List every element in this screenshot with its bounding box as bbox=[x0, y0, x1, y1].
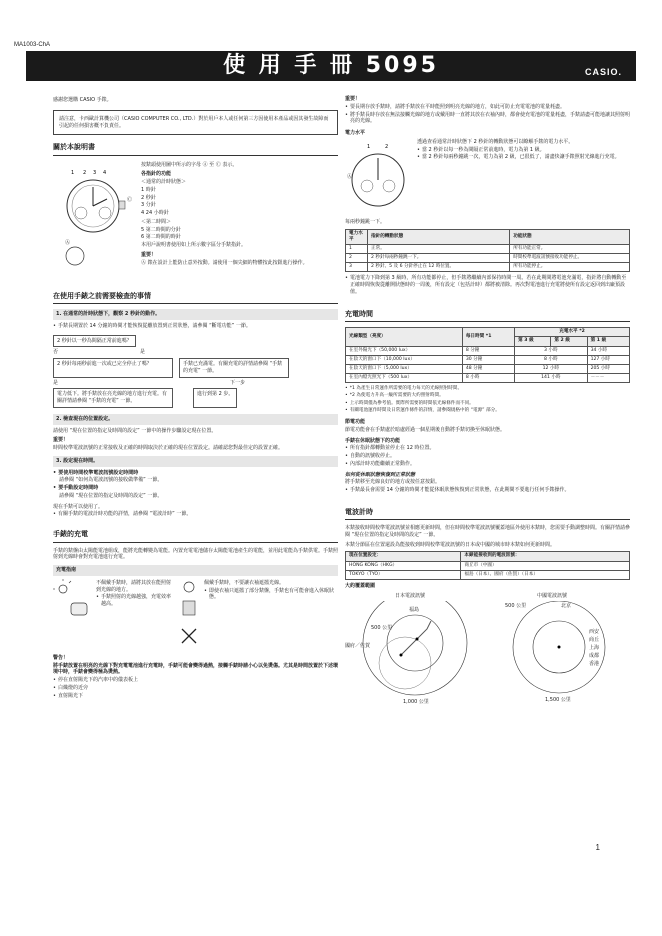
list-item: • 電池電力下降到第 3 級時，所有功能都停止，但手錶將繼續內部保持時間一周。若在此期間將電池充滿電，指針將自動轉動至正確時間恢復從離開狀態時的一周後，所有設定（包括計時）都將被清除。再次對電池進行充電將使所有設定返回到出廠預設值。 bbox=[345, 275, 630, 295]
map-label: 國府／佐賀 bbox=[345, 642, 371, 649]
recover-title: 如何從休眠狀態恢復到正常狀態 bbox=[345, 471, 416, 478]
charge-guide-title: 充電指南 bbox=[53, 565, 338, 576]
table-cell: 在室外陽光下（50,000 lux） bbox=[346, 346, 463, 355]
list-item: • 內部計時功能繼續正常動作。 bbox=[345, 461, 630, 468]
about-line: 3 分針 bbox=[141, 202, 156, 209]
list-item: • 要長期存放手錶時，請將手錶放在平時能照到明亮光線的地方，如此可防止充電電池的電量耗盡。 bbox=[345, 104, 630, 111]
charge-table-header: 充電水平 *2 bbox=[515, 328, 630, 337]
table-row bbox=[346, 364, 630, 373]
flow-answer-4: 進行到第 2 步。 bbox=[193, 388, 237, 408]
about-line: 2 秒針 bbox=[141, 194, 156, 201]
list-item: • *1 為產生日常運作所需要的電力每天的光線照射時間。 bbox=[345, 386, 630, 392]
svg-text:1: 1 bbox=[367, 143, 371, 150]
table-cell: 福島（日本）、國府（佐賀）（日本） bbox=[461, 570, 630, 579]
map-label: 北京 bbox=[561, 602, 572, 609]
svg-text:1: 1 bbox=[71, 169, 75, 176]
warning-text: 將手錶放置在明亮的光線下對充電電池進行充電時，手錶可能會變得過熱，接觸手錶時請小心以免燙傷。尤其是時間放置於下述環境中時，手錶會變得極為燙熱。 bbox=[53, 662, 339, 676]
brand-logo: CASIO. bbox=[584, 67, 622, 77]
list-subtext: 請參閱 “如何為電波訊號的接收做準備” 一節。 bbox=[59, 477, 163, 484]
charge-table-header: 光線類型（亮度） bbox=[346, 328, 463, 346]
svg-text:4: 4 bbox=[103, 169, 107, 176]
map-china bbox=[487, 592, 617, 709]
map-label: 500 公里 bbox=[371, 624, 393, 631]
about-line: 1 時針 bbox=[141, 186, 156, 193]
table-cell: HONG KONG（HKG） bbox=[346, 561, 461, 570]
map-label: 福島 bbox=[409, 606, 420, 613]
table-cell: 8 分鐘 bbox=[462, 346, 514, 355]
about-line: 5 第二時間的分針 bbox=[141, 226, 181, 233]
table-cell: 8 小時 bbox=[462, 374, 514, 383]
about-line: 各指針的功能 bbox=[141, 171, 172, 178]
charge-guide bbox=[53, 579, 338, 649]
table-row bbox=[346, 355, 630, 364]
table-cell: 8 小時 bbox=[515, 355, 588, 364]
table-row bbox=[346, 244, 630, 253]
table-cell: 3 bbox=[346, 263, 368, 272]
map-japan bbox=[345, 592, 475, 709]
page-number: 1 bbox=[595, 843, 600, 853]
table-cell: 在陰天的窗口下（5,000 lux） bbox=[346, 364, 463, 373]
map-label: 成都 bbox=[589, 652, 600, 659]
map-japan-figure bbox=[345, 601, 475, 709]
table-row bbox=[346, 561, 630, 570]
flow-next: 下一步 bbox=[230, 379, 246, 386]
table-row bbox=[346, 570, 630, 579]
list-item: • 手錶最長會需要 14 分鐘的時間才能從休眠狀態恢復到正常狀態，在此期間不要進行任何手錶操作。 bbox=[345, 487, 630, 494]
title-banner bbox=[26, 51, 636, 81]
charge-guide-a bbox=[96, 579, 174, 649]
charge-table-header: 第 3 級 bbox=[515, 337, 551, 346]
map-china-title: 中國電波訊號 bbox=[536, 592, 567, 599]
about-line: 重要！ bbox=[141, 251, 157, 258]
power-table bbox=[345, 229, 630, 273]
notice-box bbox=[53, 110, 338, 136]
page-title: 使 用 手 冊 5095 bbox=[223, 53, 439, 78]
map-label: 1,500 公里 bbox=[545, 696, 571, 703]
sunlight-watch-icon bbox=[53, 579, 91, 621]
flow-no: 否 bbox=[53, 349, 59, 356]
warning-title: 警告！ bbox=[53, 654, 69, 661]
about-block bbox=[53, 161, 338, 276]
map-label: 商丘 bbox=[589, 636, 600, 643]
table-cell: 141 小時 bbox=[515, 374, 588, 383]
check-2-text: 請使用 “現在位置的指定及時間的設定” 一節中的操作步驟設定現在位置。 bbox=[53, 427, 217, 434]
list-item: • 上示時間僅為參考值。實際所需要的時間依光線條件而不同。 bbox=[345, 401, 630, 407]
power-saving-title: 節電功能 bbox=[345, 419, 366, 425]
flow-yes-2: 是 bbox=[53, 379, 59, 386]
about-line: 4 24 小時針 bbox=[141, 210, 169, 217]
table-cell: 所有功能停止。 bbox=[510, 263, 630, 272]
check-step-3: 3. 設定現在時間。 bbox=[53, 456, 338, 467]
power-caption: 每兩秒鐘跳一下。 bbox=[345, 218, 386, 225]
table-cell: 30 分鐘 bbox=[462, 355, 514, 364]
flow-answer-3: 電力低下。將手錶放在亮光線的地方進行充電。有關詳情請參閱 “手錶的充電” 一節。 bbox=[53, 388, 173, 408]
map-label: 上海 bbox=[589, 644, 600, 651]
about-line: 按錶頭使用圖中所示的字母 Ⓐ 至 Ⓒ 表示。 bbox=[141, 161, 238, 168]
charge-text: 手錶的錶盤由太陽能電池組成，能將光能轉變為電能。內置充電電池儲存太陽能電池產生的電能，並用此電能為手錶供電。手錶照射到光線時會對充電池進行充電。 bbox=[53, 547, 339, 561]
list-item: • 有關手錶的電波計時功能的詳情，請參閱 “電波計時” 一節。 bbox=[53, 511, 338, 518]
charge-b-text: 佩戴手錶時，不要讓衣袖遮擋光線。 bbox=[204, 579, 285, 586]
important-title: 重要！ bbox=[345, 96, 361, 102]
table-cell: 2 秒針、5 及 6 分針停止在 12 時位置。 bbox=[368, 263, 510, 272]
sleeve-ok-ng-icon bbox=[179, 579, 199, 649]
charge-guide-b bbox=[204, 579, 338, 649]
svg-text:2: 2 bbox=[385, 143, 389, 150]
table-cell: 2 秒針每兩秒鐘跳一下。 bbox=[368, 254, 510, 263]
table-cell: TOKYO（TYO） bbox=[346, 570, 461, 579]
list-item: • 自動的訊號收停止。 bbox=[345, 453, 630, 460]
flow-question-2: 2 秒針每兩秒前進一次或已完全停止了嗎？ bbox=[53, 358, 173, 378]
section-charge: 手錶的充電 bbox=[53, 530, 338, 542]
list-item: • 要手動設定時間時 bbox=[53, 485, 338, 492]
about-line: 本用戶說明書使用如上所示數字區分手錶指針。 bbox=[141, 242, 247, 249]
radio-text-1: 本錶接收時間校準電波訊號並相應更新時間，但在時間校準電波訊號覆蓋地區外使用本錶時，您需要手動調整時間。有關詳情請參閱 “現在位置的指定及時間的設定” 一節。 bbox=[345, 525, 631, 538]
radio-table-header: 現在位置設定： bbox=[346, 552, 461, 561]
charge-table-header: 第 1 級 bbox=[587, 337, 629, 346]
table-cell: 34 小時 bbox=[587, 346, 629, 355]
map-japan-title: 日本電波訊號 bbox=[394, 592, 425, 599]
about-line: ＜通常的計時狀態＞ bbox=[141, 179, 187, 186]
table-cell: 127 小時 bbox=[587, 355, 629, 364]
power-text bbox=[417, 138, 630, 218]
map-label: 香港 bbox=[589, 660, 600, 667]
radio-table bbox=[345, 551, 630, 580]
power-table-header: 電力水平 bbox=[346, 229, 368, 244]
svg-text:2: 2 bbox=[83, 169, 87, 176]
list-item: • 要使用時間校準電波訊號設定時間時 bbox=[53, 470, 338, 477]
table-cell: 所有功能正常。 bbox=[510, 244, 630, 253]
svg-text:Ⓐ: Ⓐ bbox=[65, 239, 71, 246]
about-line: ＜第二時間＞ bbox=[141, 218, 172, 225]
map-label: 西安 bbox=[589, 628, 600, 635]
radio-table-header: 本錶能接收到的電波訊號： bbox=[461, 552, 630, 561]
section-check: 在使用手錶之前需要檢查的事情 bbox=[53, 292, 338, 304]
table-cell: 1 bbox=[346, 244, 368, 253]
sleep-title: 手錶在休眠狀態下的功能 bbox=[345, 437, 401, 444]
map-label: 1,000 公里 bbox=[403, 698, 429, 705]
table-cell: 2 bbox=[346, 254, 368, 263]
table-row bbox=[346, 263, 630, 272]
table-cell: 正常。 bbox=[368, 244, 510, 253]
list-item: • 手錶長期置於 14 分鐘的時間才能恢復從離放置到正常狀態，請參閱 “斷電功能” 一節。 bbox=[53, 323, 338, 330]
about-line: Ⓐ 錶在設計上能防止意外按動。請使用一個尖細的物體按此按鈕進行操作。 bbox=[141, 259, 308, 266]
check-2-note: 時間校準電波訊號的正常接收及正確的時間取決於正確的現在位置設定。請確認您對最佳定的設置正確。 bbox=[53, 445, 284, 452]
power-text-1: 透過查看通常計時狀態下 2 秒針的轉動狀態可以瞭解手錶的電力水平。 bbox=[417, 138, 574, 145]
power-table-header: 功能狀態 bbox=[510, 229, 630, 244]
table-row bbox=[346, 374, 630, 383]
svg-text:Ⓒ: Ⓒ bbox=[127, 196, 133, 203]
right-column bbox=[345, 96, 630, 709]
recover-text: 將手錶移至光線良好的地方或按任意按鈕。 bbox=[345, 479, 441, 486]
list-item: • 白熾燈的近旁 bbox=[53, 685, 338, 692]
table-cell: 商丘市（中國） bbox=[461, 561, 630, 570]
list-item: • 所有指針都轉動並停止在 12 時位置。 bbox=[345, 445, 630, 452]
power-table-header: 指針的轉動狀態 bbox=[368, 229, 510, 244]
list-subtext: 請參閱 “現在位置的指定及時間的設定” 一節。 bbox=[59, 492, 163, 499]
check-step-1: 1. 在通常的計時狀態下，觀察 2 秒針的動作。 bbox=[53, 309, 338, 320]
list-item: • 當 2 秒針以每一秒為間隔正常前進時，電力為第 1 級。 bbox=[417, 147, 630, 154]
svg-text:3: 3 bbox=[93, 169, 97, 176]
charge-table-header: 第 2 級 bbox=[551, 337, 587, 346]
watch-hand-diagram bbox=[345, 138, 411, 218]
section-radio: 電波計時 bbox=[345, 508, 630, 520]
power-title: 電力水平 bbox=[345, 130, 366, 136]
table-cell: 在陰天的窗口下（10,000 lux） bbox=[346, 355, 463, 364]
list-item: • 將手錶長時存放在無法接觸光線的地方或戴用時一直將其放在衣袖內時，都會使充電池的電量耗盡，手錶請盡可能地讓其照射明亮的光線。 bbox=[345, 112, 630, 126]
svg-text:Ⓐ: Ⓐ bbox=[347, 173, 353, 180]
table-cell: 48 分鐘 bbox=[462, 364, 514, 373]
table-cell: 在室內燈光照光下（500 lux） bbox=[346, 374, 463, 383]
list-item: • 有關電池運作時間及日常運作條件的詳情，請參閱規格中的 “電源” 部分。 bbox=[345, 408, 630, 414]
list-item: • *2 為使電力升高一級所需要的大約照射時間。 bbox=[345, 393, 630, 399]
map-label: 500 公里 bbox=[505, 602, 527, 609]
table-cell: 時間校準電波訊號接收功能停止。 bbox=[510, 254, 630, 263]
table-row bbox=[346, 254, 630, 263]
list-item: • 手錶照射的光線越強，充電效率越高。 bbox=[96, 594, 174, 608]
flow-yes: 是 bbox=[140, 349, 146, 356]
power-saving-text: 節電功能會在手錶處於暗處經過一個星期後自動將手錶切換至休眠狀態。 bbox=[345, 426, 506, 433]
table-cell: 3 小時 bbox=[515, 346, 588, 355]
list-item: • 即使衣袖只遮擋了部分錶盤，手錶也有可能會進入休眠狀態。 bbox=[204, 588, 338, 602]
charge-time-table bbox=[345, 327, 630, 383]
intro-text: 感謝您選購 CASIO 手錶。 bbox=[53, 97, 112, 103]
about-text bbox=[141, 161, 338, 276]
charge-table-header: 每日時間 *1 bbox=[462, 328, 514, 346]
list-item: • 直射陽光下 bbox=[53, 693, 338, 700]
check-flowchart bbox=[53, 333, 338, 410]
table-cell: 12 小時 bbox=[515, 364, 588, 373]
table-cell: 205 小時 bbox=[587, 364, 629, 373]
charge-a-text: 不佩戴手錶時，請將其放在能照射到光線的地方。 bbox=[96, 579, 172, 593]
check-4-text: 現在手錶可以使用了。 bbox=[53, 503, 104, 510]
list-item: • 當 2 秒針每兩秒鐘跳一次，電力為第 2 級，已很低了，請盡快讓手錶照射光線進行充電。 bbox=[417, 154, 630, 161]
table-cell: －－－ bbox=[587, 374, 629, 383]
flow-question-1: 2 秒針以一秒為間隔正常前進嗎？ bbox=[53, 335, 136, 348]
notice-text: 請注意，卡西歐計算機公司（CASIO COMPUTER CO., LTD.）對於用戶本人或任何第三方因使用本產品或因其發生故障而引起的任何損害概不負責任。 bbox=[59, 115, 329, 129]
left-column bbox=[53, 96, 338, 700]
radio-text-2: 本錶分節區在位置還設為能接收到時間校準電波訊號的日本或中國的城市時本錶如何更新時間。 bbox=[345, 541, 556, 548]
about-line: 6 第二時間的時針 bbox=[141, 234, 181, 241]
section-charge-time: 充電時間 bbox=[345, 310, 630, 322]
flow-answer-2: 手錶已充滿電。有關充電的詳情請參閱 “手錶的充電” 一節。 bbox=[179, 358, 289, 378]
watch-diagram bbox=[53, 161, 135, 276]
range-title: 大約覆蓋範圍 bbox=[345, 583, 376, 589]
section-about: 關於本說明書 bbox=[53, 143, 338, 155]
coverage-maps bbox=[345, 592, 630, 709]
check-2-note-title: 重要！ bbox=[53, 437, 69, 444]
power-block bbox=[345, 138, 630, 218]
table-row bbox=[346, 346, 630, 355]
list-item: • 停在直射陽光下的汽車中的儀表板上 bbox=[53, 677, 338, 684]
document-code: MA1003-ChA bbox=[14, 42, 51, 48]
check-step-2: 2. 檢查現在的位置設定。 bbox=[53, 414, 338, 425]
